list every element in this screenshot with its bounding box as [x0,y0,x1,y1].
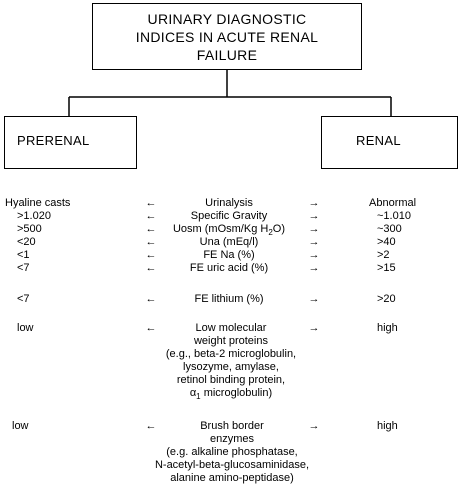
index-name: FE Na (%) [203,249,255,261]
renal-value: ~1.010 [377,210,411,222]
index-line: weight proteins [193,335,268,347]
right-arrow: → [308,293,320,305]
left-arrow: ← [145,293,157,305]
right-arrow: → [308,322,320,334]
index-line-suffix: microglobulin) [200,387,273,399]
prerenal-value: Hyaline casts [5,197,71,209]
index-line: (e.g. alkaline phosphatase, [166,446,298,458]
right-arrow: → [308,249,320,261]
title-box [92,3,362,70]
left-arrow: ← [145,262,157,274]
index-line: alanine amino-peptidase) [170,472,294,484]
renal-value: high [377,420,398,432]
index-line: lysozyme, amylase, [183,361,279,373]
prerenal-value: low [12,420,29,432]
prerenal-value: <7 [17,293,30,305]
prerenal-value: >500 [17,223,42,235]
left-arrow: ← [145,223,157,235]
index-text: Uosm (mOsm/Kg H [172,223,269,235]
prerenal-box [4,116,137,169]
prerenal-value: >1.020 [17,210,51,222]
right-arrow: → [308,210,320,222]
prerenal-value: <1 [17,249,30,261]
index-name: Urinalysis [205,197,253,209]
left-arrow: ← [145,197,157,209]
index-name-multiline [166,322,296,400]
renal-box [321,116,458,169]
renal-value: ~300 [377,223,402,235]
index-name: Specific Gravity [190,210,268,222]
renal-value: >20 [377,293,396,305]
title-line-2: INDICES IN ACUTE RENAL [135,28,319,45]
prerenal-value: <20 [17,236,36,248]
left-arrow: ← [145,420,157,432]
index-subscript: 2 [268,228,273,238]
index-line: N-acetyl-beta-glucosaminidase, [154,459,310,471]
prerenal-value: <7 [17,262,30,274]
index-text-end: O) [272,223,286,235]
prerenal-label: PRERENAL [17,133,90,148]
index-line: enzymes [209,433,255,445]
index-name: FE lithium (%) [194,293,264,305]
right-arrow: → [308,236,320,248]
renal-label: RENAL [356,133,401,148]
renal-value: high [377,322,398,334]
left-arrow: ← [145,236,157,248]
right-arrow: → [308,420,320,432]
left-arrow: ← [145,249,157,261]
renal-value: >2 [377,249,390,261]
title-line-1: URINARY DIAGNOSTIC [147,10,307,27]
index-name: FE uric acid (%) [189,262,269,274]
renal-value: Abnormal [369,197,417,209]
renal-value: >15 [377,262,396,274]
left-arrow: ← [145,210,157,222]
index-line: (e.g., beta-2 microglobulin, [165,348,297,360]
right-arrow: → [308,197,320,209]
alpha-subscript: 1 [196,392,201,402]
index-line: retinol binding protein, [176,374,286,386]
index-line-last [166,387,296,400]
left-arrow: ← [145,322,157,334]
index-line: Low molecular [195,322,267,334]
index-name-multiline [155,420,309,485]
title-line-3: FAILURE [196,46,258,63]
alpha-symbol: α [189,387,197,399]
right-arrow: → [308,262,320,274]
index-line: Brush border [200,420,264,432]
index-name: Una (mEq/l) [199,236,259,248]
prerenal-value: low [17,322,34,334]
index-name [173,223,285,236]
renal-value: >40 [377,236,396,248]
right-arrow: → [308,223,320,235]
